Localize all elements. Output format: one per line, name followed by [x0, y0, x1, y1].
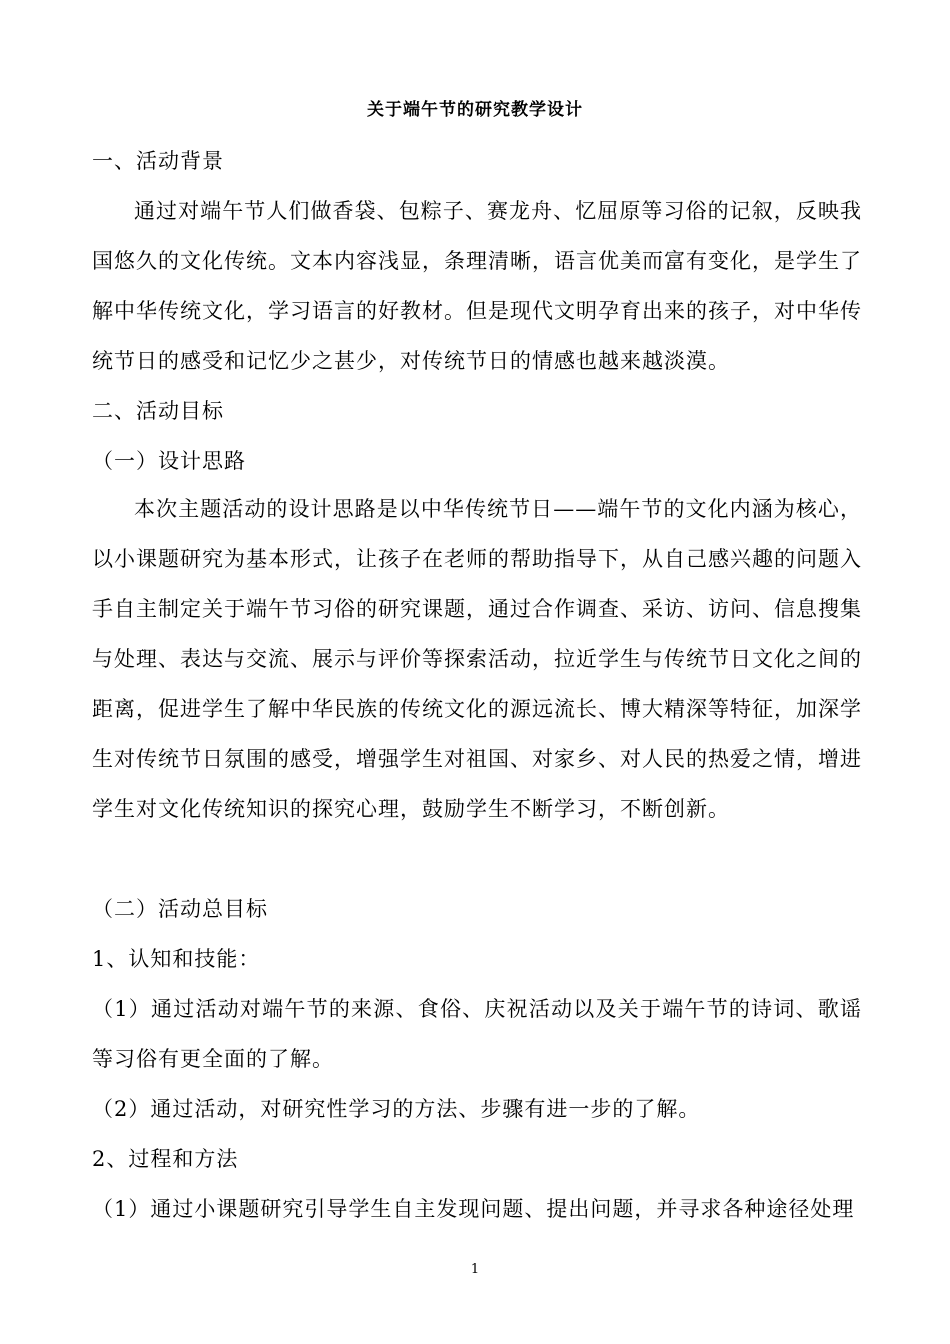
- page-number: 1: [470, 1262, 480, 1277]
- section-heading-background: 一、活动背景: [92, 149, 224, 173]
- subsection-heading-design-idea: （一）设计思路: [92, 449, 246, 473]
- paragraph-design-idea: 本次主题活动的设计思路是以中华传统节日——端午节的文化内涵为核心，以小课题研究为基本形式，让孩子在老师的帮助指导下，从自己感兴趣的问题入手自主制定关于端午节习俗的研究课题，通过合作调查、采访、访问、信息搜集与处理、表达与交流、展示与评价等探索活动，拉近学生与传统节日文化之间的距离，促进学生了解中华民族的传统文化的源远流长、博大精深等特征，加深学生对传统节日氛围的感受，增强学生对祖国、对家乡、对人民的热爱之情，增进学生对文化传统知识的探究心理，鼓励学生不断学习，不断创新。: [92, 497, 862, 821]
- section-heading-goals: 二、活动目标: [92, 399, 224, 423]
- goal-item-1-1: （1）通过活动对端午节的来源、食俗、庆祝活动以及关于端午节的诗词、歌谣等习俗有更全面的了解。: [92, 997, 862, 1071]
- goal-heading-cognition: 1、认知和技能：: [92, 947, 261, 971]
- goal-item-1-2: （2）通过活动，对研究性学习的方法、步骤有进一步的了解。: [92, 1097, 701, 1121]
- goal-heading-process: 2、过程和方法: [92, 1147, 239, 1171]
- paragraph-background: 通过对端午节人们做香袋、包粽子、赛龙舟、忆屈原等习俗的记叙，反映我国悠久的文化传统。文本内容浅显，条理清晰，语言优美而富有变化，是学生了解中华传统文化，学习语言的好教材。但是现代文明孕育出来的孩子，对中华传统节日的感受和记忆少之甚少，对传统节日的情感也越来越淡漠。: [92, 199, 862, 373]
- goal-item-2-1: （1）通过小课题研究引导学生自主发现问题、提出问题，并寻求各种途径处理: [92, 1197, 855, 1221]
- subsection-heading-overall-goals: （二）活动总目标: [92, 897, 268, 921]
- document-title: 关于端午节的研究教学设计: [367, 100, 583, 120]
